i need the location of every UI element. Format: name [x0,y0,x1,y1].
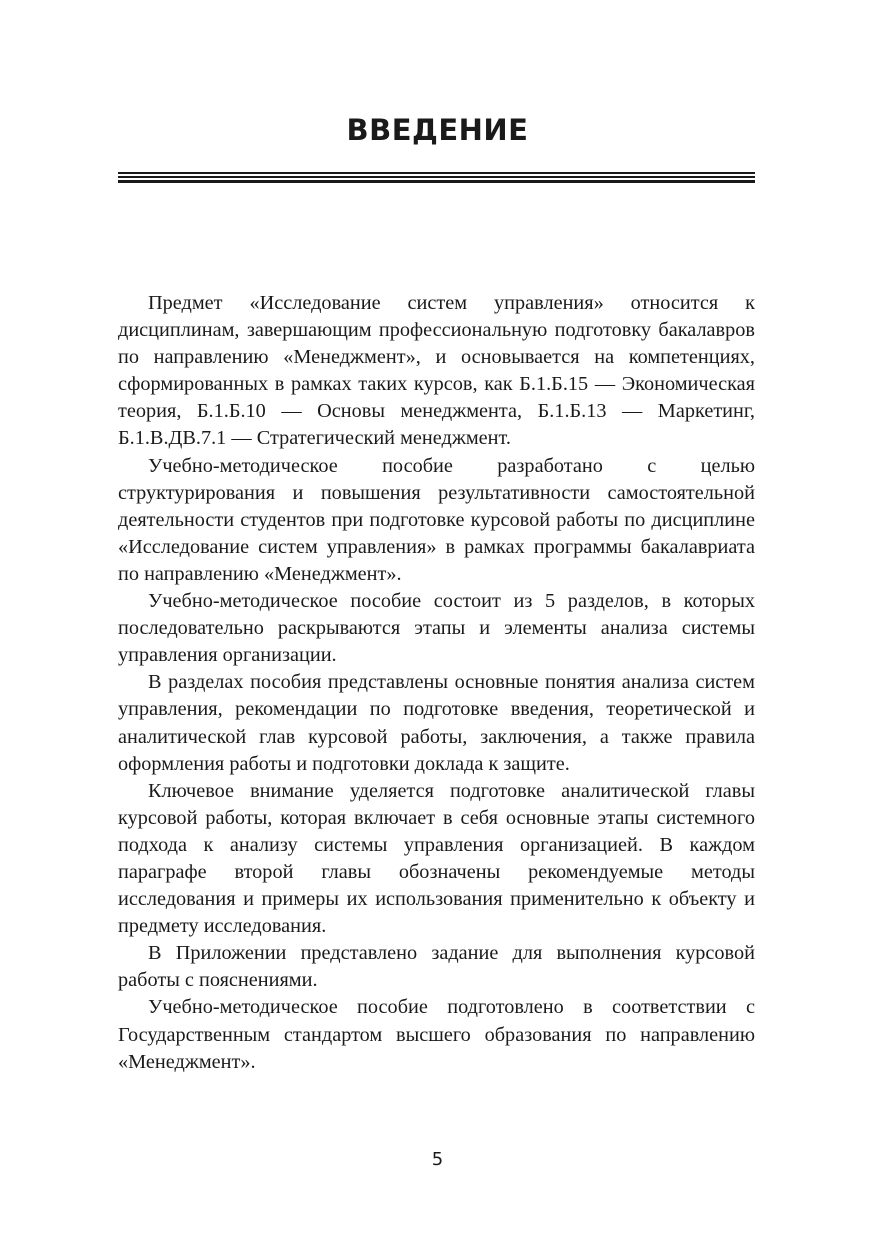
paragraph: В Приложении представлено задание для выполнения курсовой работы с пояснениями. [118,942,755,992]
page-number: 5 [431,1149,444,1170]
rule-line-bottom [118,180,755,183]
paragraph: Предмет «Исследование систем управления» относится к дисциплинам, завершающим профессиональную подготовку бакалавров по направлению «Менеджмент», и основывается на компетенциях, сформированных в рамках таких курсов, как Б.1.Б.15 — Экономическая теория, Б.1.Б.10 — Основы менеджмента, Б.1.Б.13 — Маркетинг, Б.1.В.ДВ.7.1 — Стратегический менеджмент. [118,292,755,450]
heading-triple-rule [118,172,755,183]
paragraph: Учебно-методическое пособие разработано с целью структурирования и повышения результативности самостоятельной деятельности студентов при подготовке курсовой работы по дисциплине «Исследование систем управления» в рамках программы бакалавриата по направлению «Менеджмент». [118,454,755,585]
paragraph: Учебно-методическое пособие состоит из 5 разделов, в которых последовательно раскрываются этапы и элементы анализа системы управления организации. [118,590,755,667]
paragraph: Учебно-методическое пособие подготовлено в соответствии с Государственным стандартом высшего образования по направлению «Менеджмент». [118,996,755,1073]
chapter-heading: ВВЕДЕНИЕ [346,113,529,147]
rule-line-top [118,172,755,174]
introduction-body [118,290,755,1076]
paragraph: Ключевое внимание уделяется подготовке аналитической главы курсовой работы, которая включает в себя основные этапы системного подхода к анализу системы управления организацией. В каждом параграфе второй главы обозначены рекомендуемые методы исследования и примеры их использования применительно к объекту и предмету исследования. [118,779,755,938]
rule-line-middle [118,176,755,178]
paragraph: В разделах пособия представлены основные понятия анализа систем управления, рекомендации по подготовке введения, теоретической и аналитической глав курсовой работы, заключения, а также правила оформления работы и подготовки доклада к защите. [118,671,755,775]
